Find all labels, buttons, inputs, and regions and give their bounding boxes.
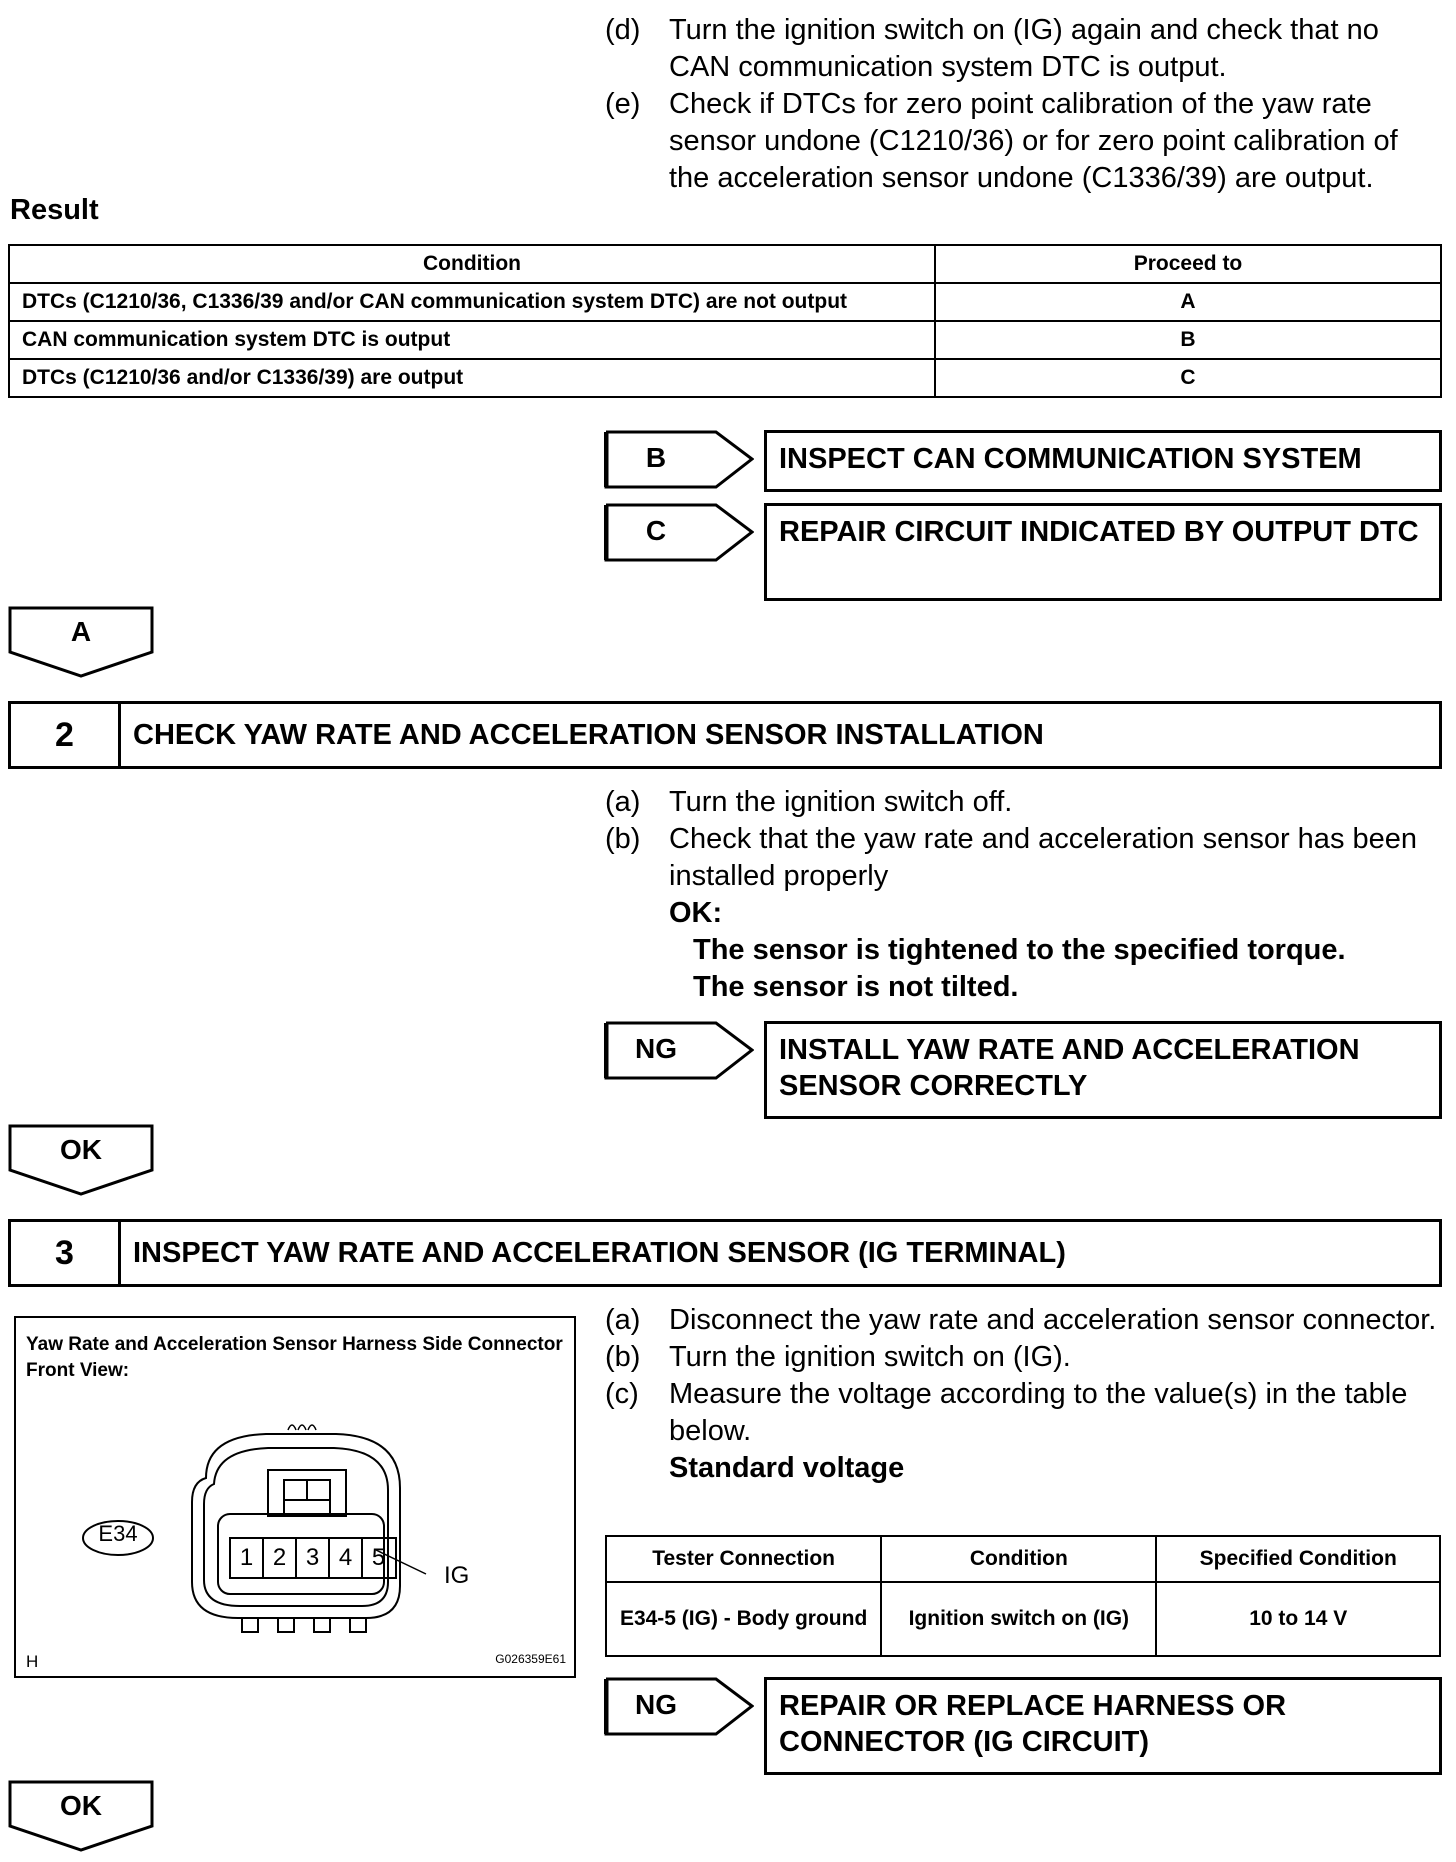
step-c bbox=[605, 1376, 1440, 1450]
connector-front-view-icon bbox=[16, 1318, 574, 1676]
header-specified-condition: Specified Condition bbox=[1156, 1536, 1440, 1582]
branch-b-arrow bbox=[604, 430, 754, 490]
step-text: Check if DTCs for zero point calibration of the yaw rate sensor undone (C1210/36) or for zero point calibration of the acceleration sensor undone (C1336/39) are output. bbox=[669, 88, 1398, 194]
step-a bbox=[605, 1302, 1440, 1339]
step-title: CHECK YAW RATE AND ACCELERATION SENSOR INSTALLATION bbox=[133, 718, 1044, 751]
proceed-cell: B bbox=[935, 321, 1441, 359]
table-header-row bbox=[606, 1536, 1440, 1582]
action-box-ng: REPAIR OR REPLACE HARNESS OR CONNECTOR (IG CIRCUIT) bbox=[764, 1677, 1442, 1775]
result-table bbox=[8, 244, 1442, 398]
connector-diagram bbox=[14, 1316, 576, 1678]
intro-steps bbox=[605, 12, 1440, 197]
figure-code: G026359E61 bbox=[495, 1652, 566, 1666]
pin-number: 2 bbox=[272, 1544, 287, 1571]
step-b bbox=[605, 821, 1440, 895]
action-box-b: INSPECT CAN COMMUNICATION SYSTEM bbox=[764, 430, 1442, 492]
step-label: (a) bbox=[605, 1304, 641, 1336]
down-arrow-label: OK bbox=[60, 1790, 102, 1821]
step-text: Disconnect the yaw rate and acceleration sensor connector. bbox=[669, 1304, 1437, 1336]
header-tester-connection: Tester Connection bbox=[606, 1536, 881, 1582]
table-row bbox=[9, 283, 1441, 321]
step-text: Turn the ignition switch off. bbox=[669, 786, 1013, 818]
down-arrow-a bbox=[8, 606, 154, 678]
proceed-cell: A bbox=[935, 283, 1441, 321]
table-row bbox=[9, 321, 1441, 359]
ok-criteria-line: The sensor is tightened to the specified torque. bbox=[693, 934, 1346, 966]
branch-ng-arrow bbox=[604, 1021, 754, 1081]
table-row bbox=[606, 1582, 1440, 1656]
step-2-header bbox=[8, 701, 1442, 769]
step-e bbox=[605, 86, 1440, 197]
step-label: (c) bbox=[605, 1378, 639, 1410]
branch-label: B bbox=[645, 442, 667, 473]
header-condition: Condition bbox=[881, 1536, 1156, 1582]
step-text: Check that the yaw rate and acceleration sensor has been installed properly bbox=[669, 823, 1418, 892]
diagram-corner-mark: H bbox=[26, 1652, 39, 1671]
step-label: (e) bbox=[605, 88, 641, 120]
step-number: 3 bbox=[11, 1222, 121, 1284]
action-box-ng: INSTALL YAW RATE AND ACCELERATION SENSOR CORRECTLY bbox=[764, 1021, 1442, 1119]
step-text: Measure the voltage according to the value(s) in the table below. bbox=[669, 1378, 1408, 1447]
condition-cell: DTCs (C1210/36, C1336/39 and/or CAN communication system DTC) are not output bbox=[9, 283, 935, 321]
down-arrow-ok bbox=[8, 1780, 154, 1852]
step-3-header bbox=[8, 1219, 1442, 1287]
header-condition: Condition bbox=[9, 245, 935, 283]
step-text: Turn the ignition switch on (IG) again and check that no CAN communication system DTC is output. bbox=[669, 14, 1379, 83]
action-box-c: REPAIR CIRCUIT INDICATED BY OUTPUT DTC bbox=[764, 503, 1442, 601]
connector-code: E34 bbox=[98, 1521, 138, 1546]
condition-cell: DTCs (C1210/36 and/or C1336/39) are output bbox=[9, 359, 935, 397]
step-number: 2 bbox=[11, 704, 121, 766]
step-label: (a) bbox=[605, 786, 641, 818]
branch-label: C bbox=[645, 515, 667, 546]
step-b bbox=[605, 1339, 1440, 1376]
condition-cell: CAN communication system DTC is output bbox=[9, 321, 935, 359]
pin-number: 5 bbox=[371, 1544, 386, 1571]
header-proceed-to: Proceed to bbox=[935, 245, 1441, 283]
step-a bbox=[605, 784, 1440, 821]
proceed-cell: C bbox=[935, 359, 1441, 397]
condition-cell: Ignition switch on (IG) bbox=[881, 1582, 1156, 1656]
table-row bbox=[9, 359, 1441, 397]
step-label: (d) bbox=[605, 14, 641, 46]
branch-label: NG bbox=[635, 1033, 677, 1064]
down-arrow-label: OK bbox=[60, 1134, 102, 1165]
step-3-instructions bbox=[605, 1302, 1440, 1487]
down-arrow-label: A bbox=[70, 616, 92, 647]
tester-connection-cell: E34-5 (IG) - Body ground bbox=[606, 1582, 881, 1656]
voltage-table bbox=[605, 1535, 1441, 1657]
standard-voltage-heading: Standard voltage bbox=[669, 1452, 905, 1484]
branch-label: NG bbox=[635, 1689, 677, 1720]
step-text: Turn the ignition switch on (IG). bbox=[669, 1341, 1071, 1373]
step-label: (b) bbox=[605, 1341, 641, 1373]
pin-number: 3 bbox=[305, 1544, 320, 1571]
specified-condition-cell: 10 to 14 V bbox=[1156, 1582, 1440, 1656]
step-title: INSPECT YAW RATE AND ACCELERATION SENSOR (IG TERMINAL) bbox=[133, 1236, 1066, 1269]
branch-ng-arrow bbox=[604, 1677, 754, 1737]
ok-criteria-label: OK: bbox=[669, 897, 723, 929]
diagram-title: Yaw Rate and Acceleration Sensor Harness Side Connector Front View: bbox=[26, 1334, 563, 1381]
branch-c-arrow bbox=[604, 503, 754, 563]
result-heading: Result bbox=[10, 194, 99, 226]
pin-number: 4 bbox=[338, 1544, 353, 1571]
down-arrow-ok bbox=[8, 1124, 154, 1196]
step-d bbox=[605, 12, 1440, 86]
pin-label-ig: IG bbox=[444, 1562, 470, 1589]
step-label: (b) bbox=[605, 823, 641, 855]
ok-criteria-line: The sensor is not tilted. bbox=[693, 971, 1019, 1003]
pin-number: 1 bbox=[239, 1544, 254, 1571]
table-header-row bbox=[9, 245, 1441, 283]
step-2-instructions bbox=[605, 784, 1440, 1006]
